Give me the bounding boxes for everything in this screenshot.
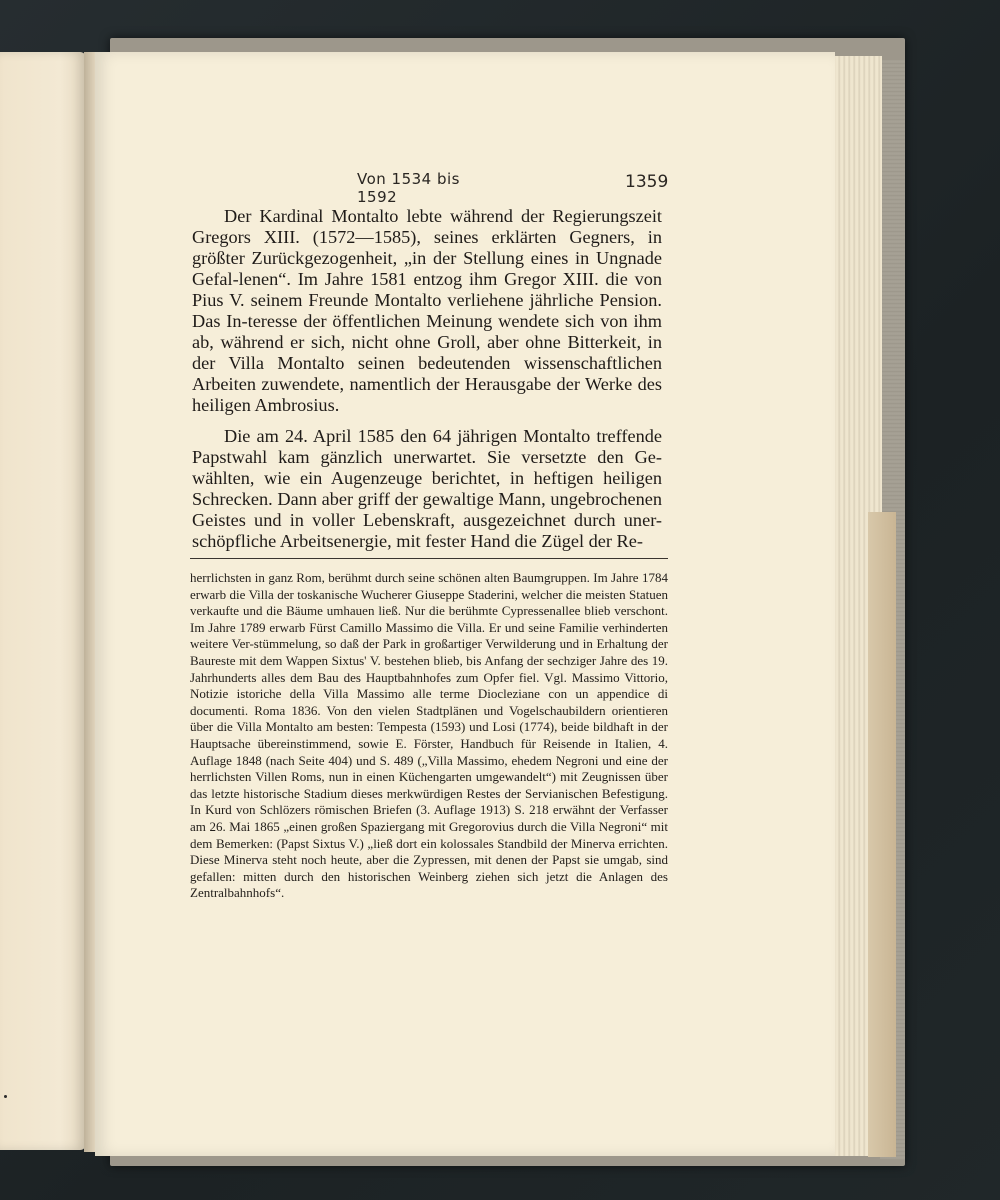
footnote [190, 570, 668, 902]
right-page [95, 52, 835, 1156]
body-text [192, 206, 662, 552]
running-head: Von 1534 bis 1592 [357, 170, 460, 206]
paragraph: Der Kardinal Montalto lebte während der Regierungszeit Gregors XIII. (1572—1585), seines erklärten Gegners, in größter Zurückgezogenheit, „in der Stellung eines in Ungnade Gefal-lenen“. Im Jahre 1581 entzog ihm Gregor XIII. die von Pius V. seinem Freunde Montalto verliehene jährliche Pension. Das In-teresse der öffentlichen Meinung wendete sich von ihm ab, während er sich, nicht ohne Groll, aber ohne Bitterkeit, in der Villa Montalto seinen bedeutenden wissenschaftlichen Arbeiten zuwendete, namentlich der Herausgabe der Werke des heiligen Ambrosius. [192, 206, 662, 415]
paragraph: Die am 24. April 1585 den 64 jährigen Montalto treffende Papstwahl kam gänzlich unerwartet. Sie versetzte den Ge-wählten, wie ein Augenzeuge berichtet, in heftigen heiligen Schrecken. Dann aber griff der gewaltige Mann, ungebrochenen Geistes und in voller Lebenskraft, ausgezeichnet durch uner-schöpfliche Arbeitsenergie, mit fester Hand die Zügel der Re- [192, 426, 662, 551]
footnote-separator [190, 558, 668, 559]
page-block-edges-lower [868, 512, 896, 1157]
page-number: 1359 [625, 172, 669, 192]
dust-speck [4, 1095, 7, 1098]
footnote-text: herrlichsten in ganz Rom, berühmt durch seine schönen alten Baumgruppen. Im Jahre 1784 erwarb die Villa der toskanische Wucherer Giuseppe Staderini, welcher die meisten Statuen verkaufte und die Bäume umhauen ließ. Nur die berühmte Cypressenallee blieb verschont. Im Jahre 1789 erwarb Fürst Camillo Massimo die Villa. Er und seine Familie verhinderten weitere Ver-stümmelung, so daß der Park in großartiger Verwilderung und in Erhaltung der Baureste mit dem Wappen Sixtus' V. bestehen blieb, bis Anfang der sechziger Jahre des 19. Jahrhunderts alles dem Bau des Hauptbahnhofes zum Opfer fiel. Vgl. Massimo Vittorio, Notizie istoriche della Villa Massimo alle terme Diocleziane con un appendice di documenti. Roma 1836. Von den vielen Stadtplänen und Vogelschaubildern orientieren über die Villa Montalto am besten: Tempesta (1593) und Losi (1774), beide bildhaft in der Hauptsache übereinstimmend, sowie E. Förster, Handbuch für Reisende in Italien, 4. Auflage 1848 (nach Seite 404) und S. 489 („Villa Massimo, ehedem Negroni und eine der herrlichsten Villen Roms, nun in einen Küchengarten umgewandelt“) mit Zeugnissen über das letzte historische Stadium dieses merkwürdigen Restes der Servianischen Befestigung. In Kurd von Schlözers römischen Briefen (3. Auflage 1913) S. 218 erwähnt der Verfasser am 26. Mai 1865 „einen großen Spaziergang mit Gregorovius durch die Villa Negroni“ mit dem Bemerken: (Papst Sixtus V.) „ließ dort ein kolossales Standbild der Minerva errichten. Diese Minerva steht noch heute, aber die Zypressen, mit denen der Papst sie umgab, sind gefallen: mitten durch den historischen Weinberg ziehen sich jetzt die Anlagen des Zentralbahnhofs“. [190, 570, 668, 901]
left-page [0, 52, 86, 1150]
